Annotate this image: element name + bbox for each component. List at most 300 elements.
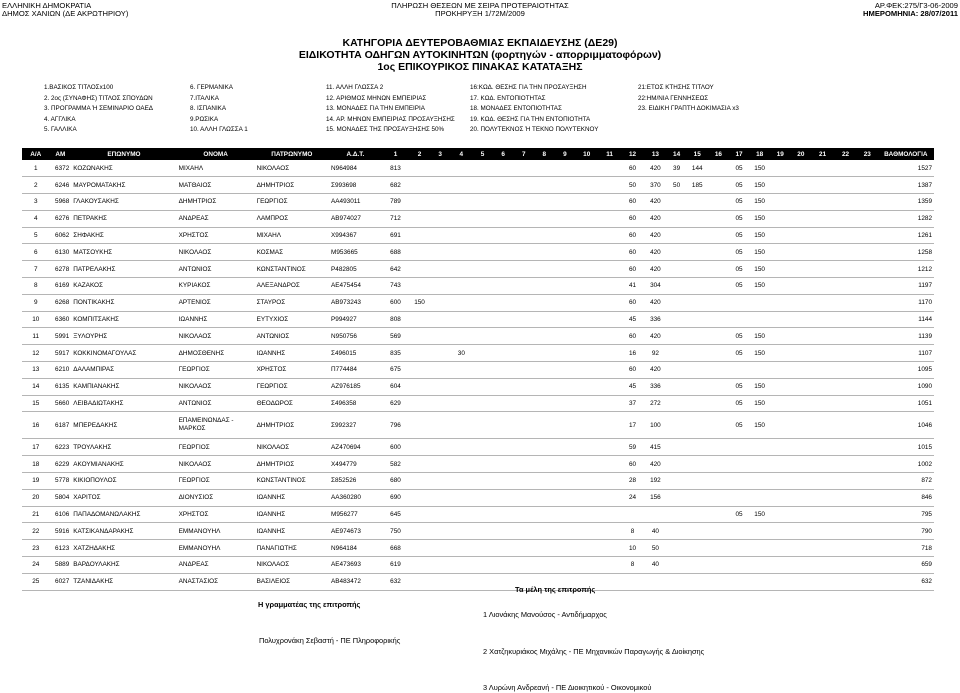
- table-cell: ΔΗΜΗΤΡΙΟΣ: [256, 421, 295, 429]
- table-cell: [708, 160, 729, 177]
- table-cell: [667, 506, 686, 523]
- table-cell: [811, 395, 834, 412]
- column-header: ΑΜ: [49, 148, 71, 160]
- table-cell: [791, 412, 812, 439]
- table-cell: 808: [390, 316, 401, 324]
- table-cell: [686, 345, 708, 362]
- table-cell: [791, 311, 812, 328]
- table-cell: [770, 473, 791, 490]
- column-header: ΟΝΟΜΑ: [177, 148, 255, 160]
- table-cell: [686, 244, 708, 261]
- table-row: [22, 328, 934, 345]
- table-cell: [811, 473, 834, 490]
- table-cell: [555, 311, 576, 328]
- table-cell: [749, 362, 770, 379]
- table-cell: [686, 506, 708, 523]
- column-header: 20: [791, 148, 812, 160]
- table-cell: [811, 523, 834, 540]
- table-cell: 150: [754, 248, 765, 256]
- table-cell: [708, 328, 729, 345]
- table-cell: ΓΕΩΡΓΙΟΣ: [178, 443, 210, 451]
- table-cell: [667, 573, 686, 590]
- legend-item: 17. ΚΩΔ. ΕΝΤΟΠΙΟΤΗΤΑΣ: [470, 94, 546, 102]
- table-cell: 10: [32, 316, 40, 324]
- table-row: [22, 210, 934, 227]
- table-cell: [575, 345, 598, 362]
- table-cell: ΙΩΑΝΝΗΣ: [256, 494, 286, 502]
- table-cell: [667, 278, 686, 295]
- table-cell: [472, 473, 493, 490]
- table-cell: [857, 523, 878, 540]
- table-cell: Μ953665: [331, 248, 358, 256]
- table-cell: [409, 523, 430, 540]
- table-cell: [450, 328, 472, 345]
- table-cell: 8: [630, 561, 635, 569]
- table-cell: [598, 473, 621, 490]
- table-cell: 1095: [917, 366, 932, 374]
- table-cell: 6106: [55, 511, 70, 519]
- table-cell: 60: [628, 248, 637, 256]
- table-cell: [513, 540, 534, 557]
- table-cell: [493, 378, 514, 395]
- table-cell: [555, 557, 576, 574]
- table-cell: [575, 439, 598, 456]
- table-cell: [513, 177, 534, 194]
- table-cell: ΛΕΙΒΑΔΙΩΤΑΚΗΣ: [73, 400, 124, 408]
- table-cell: [857, 278, 878, 295]
- table-cell: [598, 378, 621, 395]
- table-cell: ΜΑΤΘΑΙΟΣ: [178, 181, 212, 189]
- table-cell: [513, 328, 534, 345]
- column-header: ΠΑΤΡΩΝΥΜΟ: [255, 148, 329, 160]
- table-cell: 23: [32, 544, 40, 552]
- table-cell: [729, 489, 750, 506]
- table-cell: [749, 540, 770, 557]
- table-cell: ΣΤΑΥΡΟΣ: [256, 299, 286, 307]
- column-header: 15: [686, 148, 708, 160]
- table-row: [22, 439, 934, 456]
- table-cell: [555, 210, 576, 227]
- table-cell: [857, 473, 878, 490]
- table-cell: 5916: [55, 527, 70, 535]
- table-cell: 45: [628, 316, 637, 324]
- table-cell: [791, 395, 812, 412]
- table-cell: [430, 473, 451, 490]
- table-cell: ΧΡΗΣΤΟΣ: [256, 366, 287, 374]
- table-cell: [513, 194, 534, 211]
- table-cell: [493, 194, 514, 211]
- table-cell: [534, 473, 555, 490]
- table-cell: [534, 506, 555, 523]
- table-cell: [409, 362, 430, 379]
- column-header: 17: [729, 148, 750, 160]
- table-cell: 6187: [55, 421, 70, 429]
- table-row: [22, 473, 934, 490]
- table-cell: 150: [414, 299, 425, 307]
- table-cell: 3: [33, 198, 38, 206]
- column-header: 7: [513, 148, 534, 160]
- table-cell: [513, 160, 534, 177]
- legend-item: 9.ΡΩΣΙΚΑ: [190, 115, 219, 123]
- table-cell: [513, 294, 534, 311]
- table-cell: 05: [735, 232, 743, 240]
- column-header: 19: [770, 148, 791, 160]
- table-cell: [450, 278, 472, 295]
- table-cell: ΧΑΤΖΗΔΑΚΗΣ: [73, 544, 116, 552]
- table-cell: 100: [650, 421, 661, 429]
- table-cell: [555, 523, 576, 540]
- table-cell: [708, 439, 729, 456]
- table-cell: [791, 227, 812, 244]
- table-cell: [729, 311, 750, 328]
- table-cell: 6229: [55, 460, 70, 468]
- table-cell: ΑΝΔΡΕΑΣ: [178, 215, 209, 223]
- table-cell: 420: [650, 366, 661, 374]
- table-cell: 5804: [55, 494, 70, 502]
- table-cell: [472, 160, 493, 177]
- table-cell: ΓΛΑΚΟΥΣΑΚΗΣ: [73, 198, 119, 206]
- table-cell: 60: [628, 332, 637, 340]
- table-cell: ΑΒ974027: [331, 215, 361, 223]
- table-cell: [493, 244, 514, 261]
- table-cell: [686, 412, 708, 439]
- table-cell: [770, 328, 791, 345]
- table-cell: [811, 345, 834, 362]
- table-cell: 336: [650, 383, 661, 391]
- table-cell: [493, 311, 514, 328]
- table-cell: [575, 194, 598, 211]
- table-cell: ΔΗΜΗΤΡΙΟΣ: [256, 181, 295, 189]
- table-cell: [472, 177, 493, 194]
- table-cell: [770, 311, 791, 328]
- table-cell: [708, 244, 729, 261]
- table-cell: [598, 261, 621, 278]
- table-cell: ΙΩΑΝΝΗΣ: [256, 349, 286, 357]
- table-cell: ΑΑ360280: [331, 494, 361, 502]
- table-cell: 5660: [55, 400, 70, 408]
- table-cell: [598, 160, 621, 177]
- table-cell: [555, 328, 576, 345]
- table-cell: [575, 328, 598, 345]
- table-cell: [686, 261, 708, 278]
- table-cell: 150: [754, 349, 765, 357]
- table-cell: [555, 294, 576, 311]
- table-cell: [857, 328, 878, 345]
- table-cell: 1527: [917, 164, 932, 172]
- legend-item: 1.ΒΑΣΙΚΟΣ ΤΙΤΛΟΣx100: [44, 84, 114, 91]
- table-cell: [575, 210, 598, 227]
- table-cell: [857, 506, 878, 523]
- table-cell: [811, 278, 834, 295]
- table-cell: [686, 194, 708, 211]
- table-cell: 28: [628, 477, 637, 485]
- table-row: [22, 261, 934, 278]
- table-cell: [555, 456, 576, 473]
- table-cell: [686, 523, 708, 540]
- column-header: 14: [667, 148, 686, 160]
- table-cell: ΙΩΑΝΝΗΣ: [178, 316, 208, 324]
- table-cell: [834, 506, 857, 523]
- table-cell: 40: [651, 561, 659, 569]
- table-cell: [513, 362, 534, 379]
- legend-item: 3. ΠΡΟΓΡΑΜΜΑ Ή ΣΕΜΙΝΑΡΙΟ ΟΑΕΔ: [44, 105, 153, 112]
- table-cell: [667, 439, 686, 456]
- table-cell: ΝΙΚΟΛΑΟΣ: [178, 248, 212, 256]
- table-cell: [667, 210, 686, 227]
- table-cell: 1051: [917, 400, 932, 408]
- table-cell: [791, 362, 812, 379]
- table-cell: [450, 177, 472, 194]
- table-cell: ΝΙΚΟΛΑΟΣ: [256, 443, 290, 451]
- table-cell: [450, 261, 472, 278]
- table-row: [22, 412, 934, 439]
- table-cell: [834, 244, 857, 261]
- table-cell: [811, 506, 834, 523]
- table-row: [22, 573, 934, 590]
- table-cell: ΑΕ475454: [331, 282, 361, 290]
- table-cell: [708, 345, 729, 362]
- table-cell: [834, 473, 857, 490]
- table-cell: [430, 177, 451, 194]
- table-row: [22, 456, 934, 473]
- table-cell: [708, 412, 729, 439]
- table-cell: [811, 378, 834, 395]
- table-cell: ΑΕ473693: [331, 561, 361, 569]
- table-cell: ΚΟΚΚΙΝΟΜΑΓΟΥΛΑΣ: [73, 349, 137, 357]
- table-cell: [555, 439, 576, 456]
- table-cell: [770, 160, 791, 177]
- table-cell: 272: [650, 400, 661, 408]
- table-cell: [857, 412, 878, 439]
- table-cell: [729, 473, 750, 490]
- table-cell: [811, 261, 834, 278]
- table-cell: [708, 294, 729, 311]
- table-header-row: [22, 148, 934, 160]
- table-cell: 1359: [917, 198, 932, 206]
- table-cell: [534, 210, 555, 227]
- table-cell: [857, 261, 878, 278]
- table-cell: 59: [628, 443, 637, 451]
- table-cell: 6027: [55, 578, 70, 586]
- table-cell: [472, 540, 493, 557]
- table-cell: [708, 523, 729, 540]
- committee-member-1: 1 Λιονάκης Μανούσος - Αντιδήμαρχος: [483, 610, 607, 619]
- header-date: ΗΜΕΡΟΜΗΝΙΑ: 28/07/2011: [863, 9, 958, 18]
- table-row: [22, 278, 934, 295]
- table-cell: 1282: [917, 215, 932, 223]
- table-cell: [409, 244, 430, 261]
- table-cell: [749, 523, 770, 540]
- table-cell: 1144: [918, 316, 932, 324]
- table-cell: ΙΩΑΝΝΗΣ: [256, 511, 286, 519]
- table-cell: [450, 210, 472, 227]
- table-cell: 420: [650, 215, 661, 223]
- table-cell: 21: [32, 511, 40, 519]
- column-header: 10: [575, 148, 598, 160]
- table-cell: [409, 412, 430, 439]
- table-cell: ΔΑΛΑΜΠΙΡΑΣ: [73, 366, 115, 374]
- table-cell: 05: [735, 198, 743, 206]
- column-header: 11: [598, 148, 621, 160]
- table-cell: ΑΝΤΩΝΙΟΣ: [256, 332, 290, 340]
- table-cell: [729, 294, 750, 311]
- table-cell: 2: [33, 181, 38, 189]
- table-cell: ΠΑΝΑΓΙΩΤΗΣ: [256, 544, 297, 552]
- table-cell: ΝΙΚΟΛΑΟΣ: [178, 383, 212, 391]
- table-cell: [811, 412, 834, 439]
- table-cell: 60: [628, 215, 637, 223]
- table-cell: 5889: [55, 561, 70, 569]
- table-cell: [598, 573, 621, 590]
- table-cell: 1: [33, 164, 38, 172]
- table-cell: [493, 278, 514, 295]
- table-cell: Ν964984: [331, 164, 357, 172]
- table-cell: [555, 506, 576, 523]
- table-cell: ΕΜΜΑΝΟΥΗΛ: [178, 544, 221, 552]
- table-cell: [598, 412, 621, 439]
- table-cell: [409, 395, 430, 412]
- table-cell: 659: [921, 561, 932, 569]
- table-cell: [409, 328, 430, 345]
- table-cell: [708, 557, 729, 574]
- table-cell: 600: [390, 443, 401, 451]
- table-cell: ΓΕΩΡΓΙΟΣ: [178, 366, 210, 374]
- table-cell: [686, 278, 708, 295]
- table-cell: [409, 439, 430, 456]
- table-cell: 05: [735, 511, 743, 519]
- table-cell: [770, 439, 791, 456]
- table-row: [22, 557, 934, 574]
- table-cell: ΧΑΡΙΤΟΣ: [73, 494, 101, 502]
- table-cell: [644, 573, 667, 590]
- table-cell: [409, 227, 430, 244]
- table-cell: [430, 294, 451, 311]
- table-cell: [708, 177, 729, 194]
- table-cell: [667, 194, 686, 211]
- table-cell: [708, 261, 729, 278]
- table-cell: [770, 506, 791, 523]
- table-cell: 150: [754, 265, 765, 273]
- table-cell: [450, 489, 472, 506]
- table-cell: 680: [390, 477, 401, 485]
- table-cell: [834, 345, 857, 362]
- table-cell: [686, 557, 708, 574]
- table-cell: [513, 395, 534, 412]
- table-cell: [791, 261, 812, 278]
- table-cell: [791, 210, 812, 227]
- column-header: 1: [382, 148, 409, 160]
- table-cell: ΜΑΤΣΟΥΚΗΣ: [73, 248, 113, 256]
- table-cell: [667, 261, 686, 278]
- table-cell: [493, 573, 514, 590]
- table-cell: [834, 362, 857, 379]
- table-cell: [409, 177, 430, 194]
- table-cell: ΒΑΡΔΟΥΛΑΚΗΣ: [73, 561, 120, 569]
- table-cell: 30: [457, 349, 465, 357]
- table-cell: 150: [754, 198, 765, 206]
- table-cell: [472, 439, 493, 456]
- table-cell: 24: [628, 494, 637, 502]
- table-cell: ΞΥΛΟΥΡΗΣ: [73, 332, 108, 340]
- table-cell: [857, 345, 878, 362]
- secretary-signature-name: Πολυχρονάκη Σεβαστή - ΠΕ Πληροφορικής: [259, 636, 401, 645]
- table-cell: ΚΟΣΜΑΣ: [256, 248, 284, 256]
- table-cell: 6278: [55, 265, 70, 273]
- table-cell: 691: [390, 232, 401, 240]
- table-cell: [598, 227, 621, 244]
- table-cell: [857, 456, 878, 473]
- table-cell: [493, 362, 514, 379]
- table-cell: [575, 557, 598, 574]
- table-cell: [708, 395, 729, 412]
- table-cell: [770, 227, 791, 244]
- header-announcement: ΠΛΗΡΩΣΗ ΘΕΣΕΩΝ ΜΕ ΣΕΙΡΑ ΠΡΟΤΕΡΑΙΟΤΗΤΑΣ: [391, 1, 569, 10]
- table-cell: 60: [628, 164, 637, 172]
- table-cell: ΚΙΚΙΟΠΟΥΛΟΣ: [73, 477, 117, 485]
- table-cell: [791, 177, 812, 194]
- table-cell: ΔΗΜΗΤΡΙΟΣ: [256, 460, 295, 468]
- table-cell: ΓΕΩΡΓΙΟΣ: [256, 383, 288, 391]
- table-cell: [598, 194, 621, 211]
- table-cell: [555, 489, 576, 506]
- column-header: 8: [534, 148, 555, 160]
- column-header: 16: [708, 148, 729, 160]
- table-cell: [708, 473, 729, 490]
- table-cell: [791, 456, 812, 473]
- table-cell: 1387: [917, 181, 932, 189]
- table-cell: [430, 540, 451, 557]
- table-cell: [770, 456, 791, 473]
- table-cell: ΝΙΚΟΛΑΟΣ: [178, 460, 212, 468]
- table-cell: [493, 210, 514, 227]
- table-cell: ΜΙΧΑΗΛ: [256, 232, 282, 240]
- table-cell: [791, 557, 812, 574]
- table-cell: [430, 489, 451, 506]
- table-cell: ΤΖΑΝΙΔΑΚΗΣ: [73, 578, 114, 586]
- table-cell: [686, 540, 708, 557]
- table-cell: ΑΚΟΥΜΙΑΝΑΚΗΣ: [73, 460, 124, 468]
- column-header: 4: [450, 148, 472, 160]
- table-cell: [708, 311, 729, 328]
- table-cell: [450, 160, 472, 177]
- table-cell: [513, 378, 534, 395]
- table-cell: [857, 244, 878, 261]
- table-cell: 6062: [55, 232, 70, 240]
- table-cell: 05: [735, 421, 743, 429]
- table-cell: [857, 294, 878, 311]
- table-cell: [450, 506, 472, 523]
- table-cell: 5968: [55, 198, 70, 206]
- table-cell: [749, 311, 770, 328]
- legend-item: 19. ΚΩΔ. ΘΕΣΗΣ ΓΙΑ ΤΗΝ ΕΝΤΟΠΙΟΤΗΤΑ: [470, 115, 591, 123]
- title-category: ΚΑΤΗΓΟΡΙΑ ΔΕΥΤΕΡΟΒΑΘΜΙΑΣ ΕΚΠΑΙΔΕΥΣΗΣ (ΔΕ29): [342, 37, 618, 49]
- table-cell: ΛΑΜΠΡΟΣ: [256, 215, 289, 223]
- table-cell: 682: [390, 181, 401, 189]
- table-cell: [575, 278, 598, 295]
- table-cell: [708, 227, 729, 244]
- table-cell: [472, 328, 493, 345]
- table-cell: [513, 227, 534, 244]
- table-cell: [534, 378, 555, 395]
- table-cell: Σ496358: [331, 400, 357, 408]
- table-cell: [534, 227, 555, 244]
- table-cell: [857, 177, 878, 194]
- table-cell: [493, 489, 514, 506]
- table-row: [22, 177, 934, 194]
- table-cell: [686, 311, 708, 328]
- table-cell: [791, 473, 812, 490]
- table-cell: [857, 194, 878, 211]
